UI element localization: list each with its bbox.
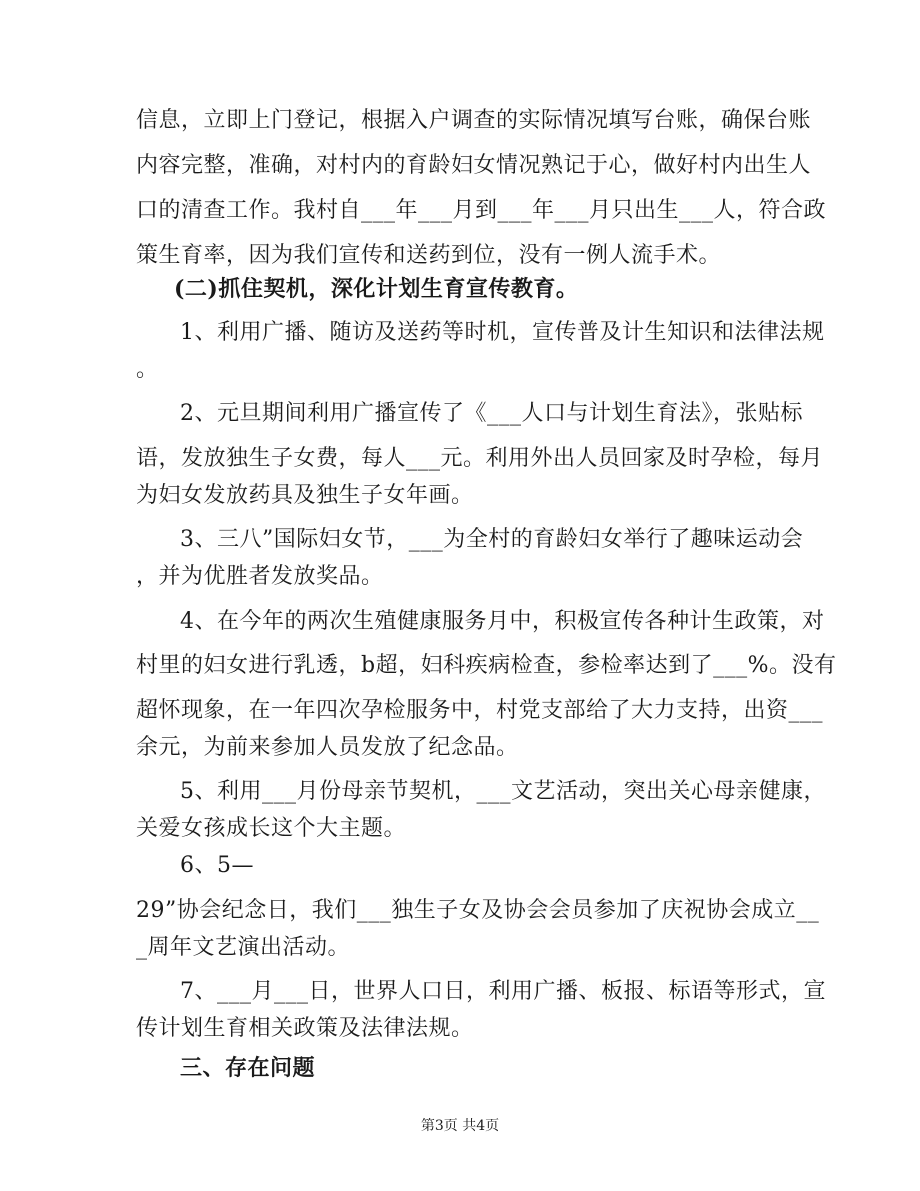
page-number: 第3页 共4页 [420,1118,500,1134]
list-item-6: 6、5— [180,853,254,878]
paragraph-line: 传计划生育相关政策及法律法规。 [136,1016,474,1041]
paragraph-line: 内容完整，准确，对村内的育龄妇女情况熟记于心，做好村内出生人 [136,153,812,178]
paragraph-line: ，并为优胜者发放奖品。 [136,564,384,589]
paragraph-line: 29”协会纪念日，我们___独生子女及协会会员参加了庆祝协会成立__ [136,898,820,923]
list-item-1: 1、利用广播、随访及送药等时机，宣传普及计生知识和法律法规 [180,320,825,345]
section-heading: 三、存在问题 [180,1055,316,1081]
list-item-4: 4、在今年的两次生殖健康服务月中，积极宣传各种计生政策，对 [180,609,825,634]
paragraph-line: 语，发放独生子女费，每人___元。利用外出人员回家及时孕检，每月 [136,446,824,471]
paragraph-line: 超怀现象，在一年四次孕检服务中，村党支部给了大力支持，出资___ [136,698,824,723]
paragraph-line: 关爱女孩成长这个大主题。 [136,816,407,841]
section-heading: (二)抓住契机，深化计划生育宣传教育。 [174,276,579,302]
list-item-3: 3、三八”国际妇女节，___为全村的育龄妇女举行了趣味运动会 [180,527,804,552]
paragraph-line: 。 [136,357,159,382]
paragraph-line: 村里的妇女进行乳透，b超，妇科疾病检查，参检率达到了___%。没有 [136,653,837,678]
paragraph-line: 口的清查工作。我村自___年___月到___年___月只出生___人，符合政 [136,198,827,223]
paragraph-line: 余元，为前来参加人员发放了纪念品。 [136,735,519,760]
paragraph-line: 信息，立即上门登记，根据入户调查的实际情况填写台账，确保台账 [136,108,812,133]
paragraph-line: 为妇女发放药具及独生子女年画。 [136,483,474,508]
paragraph-line: _周年文艺演出活动。 [136,935,351,960]
list-item-7: 7、___月___日，世界人口日，利用广播、板报、标语等形式，宣 [180,979,826,1004]
list-item-2: 2、元旦期间利用广播宣传了《___人口与计划生育法》，张贴标 [180,401,803,426]
paragraph-line: 策生育率，因为我们宣传和送药到位，没有一例人流手术。 [136,243,722,268]
list-item-5: 5、利用___月份母亲节契机，___文艺活动，突出关心母亲健康， [180,779,826,804]
